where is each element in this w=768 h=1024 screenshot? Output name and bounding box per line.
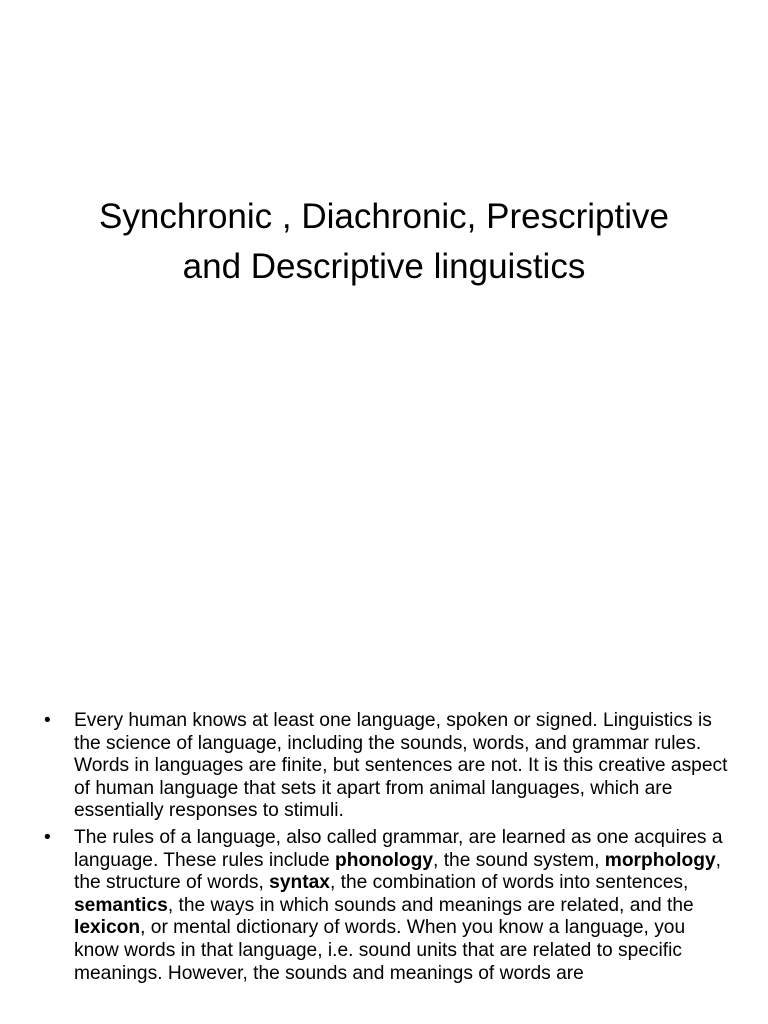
term-syntax: syntax (269, 872, 330, 894)
text-run: The rules of a language, also called grammar, are learned as one acquires a language. These rules include (74, 826, 723, 871)
text-run: , the sound system, (433, 849, 605, 871)
bullet-item (40, 710, 730, 823)
bullet-text: Every human knows at least one language, spoken or signed. Linguistics is the science of language, including the sounds, words, and grammar rules. Words in languages are finite, but sentences are not. It is this creative aspect of human language that sets it apart from animal languages, which are essentially responses to stimuli. (74, 710, 728, 822)
text-run: , the combination of words into sentences, (329, 872, 689, 894)
content-slide (0, 700, 768, 1024)
bullet-marker: • (44, 826, 51, 848)
term-phonology: phonology (335, 849, 434, 871)
text-run: , the ways in which sounds and meanings are related, and the (167, 894, 694, 916)
term-lexicon: lexicon (74, 917, 141, 939)
bullet-item (40, 827, 730, 985)
term-semantics: semantics (74, 894, 168, 916)
term-morphology: morphology (604, 849, 716, 871)
text-run: , or mental dictionary of words. When you know a language, you know words in that language, i.e. sound units that are related to specific meanings. However, the sounds and meanings of words are (74, 917, 686, 984)
bullet-list (40, 710, 730, 989)
slide-title (30, 192, 738, 292)
bullet-text (74, 827, 723, 984)
bullet-marker: • (44, 710, 51, 731)
text-run: , the structure of words, (74, 849, 721, 894)
slide-title-line-1: Synchronic , Diachronic, Prescriptive (99, 197, 669, 236)
slide-title-line-2: and Descriptive linguistics (182, 247, 586, 286)
